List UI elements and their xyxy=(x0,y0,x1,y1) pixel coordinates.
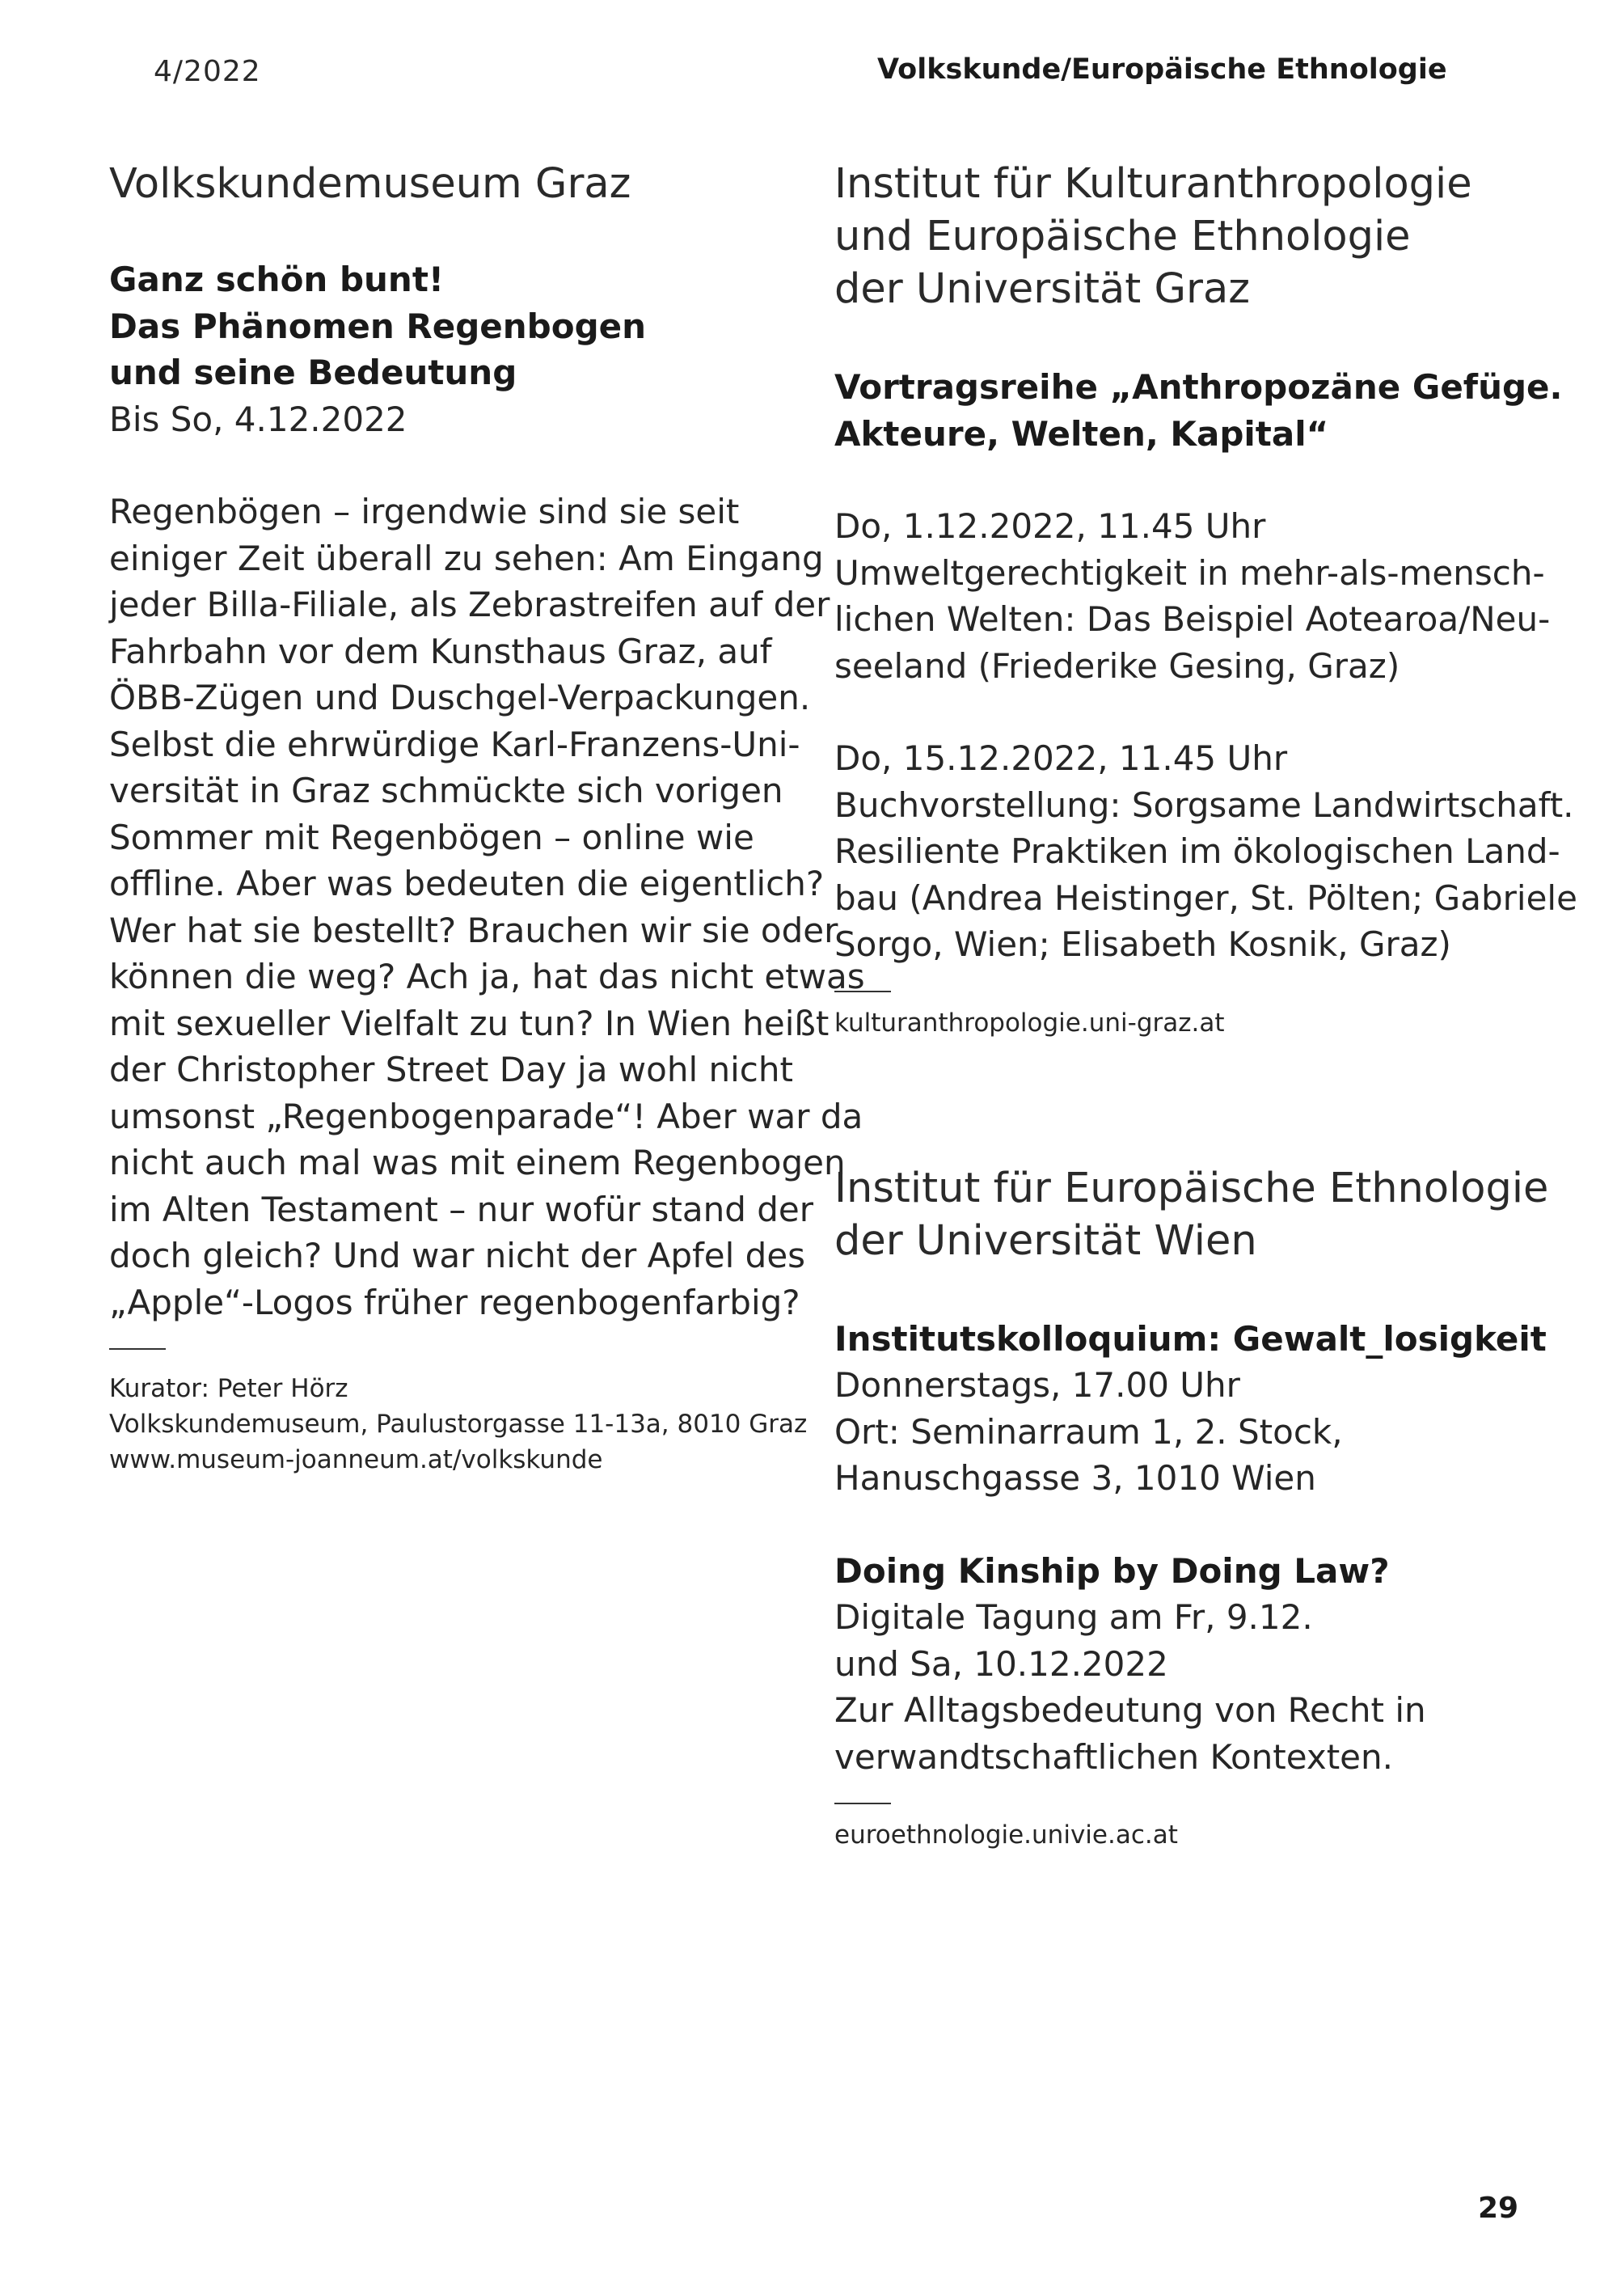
text-line: nicht auch mal was mit einem Regenbogen xyxy=(109,1143,846,1182)
event-date: Bis So, 4.12.2022 xyxy=(109,399,407,439)
text-line: Sommer mit Regenbögen – online wie xyxy=(109,817,754,857)
text-line: bau (Andrea Heistinger, St. Pölten; Gabriele xyxy=(834,877,1577,918)
text-line: Hanuschgasse 3, 1010 Wien xyxy=(834,1458,1316,1498)
issue-number: 4/2022 xyxy=(154,55,261,88)
divider xyxy=(109,1348,166,1350)
website-link[interactable]: www.museum-joanneum.at/volkskunde xyxy=(109,1445,603,1474)
text-line: offline. Aber was bedeuten die eigentlich? xyxy=(109,864,825,903)
address-line: Volkskundemuseum, Paulustorgasse 11-13a, 8010 Graz xyxy=(109,1410,808,1439)
text-line: versität in Graz schmückte sich vorigen xyxy=(109,771,783,810)
event-title xyxy=(109,256,796,396)
heading-line: der Universität Wien xyxy=(834,1216,1257,1265)
institution-heading-graz xyxy=(834,158,1546,315)
text-line: Regenbögen – irgendwie sind sie seit xyxy=(109,492,740,531)
series-title xyxy=(834,364,1563,457)
text-line: seeland (Friederike Gesing, Graz) xyxy=(834,645,1400,686)
text-line: Wer hat sie bestellt? Brauchen wir sie oder xyxy=(109,910,838,950)
text-line: „Apple“-Logos früher regenbogenfarbig? xyxy=(109,1282,800,1322)
text-line: jeder Billa-Filiale, als Zebrastreifen auf der xyxy=(109,585,830,624)
website-link-wien[interactable]: euroethnologie.univie.ac.at xyxy=(834,1820,1178,1850)
text-line: Fahrbahn vor dem Kunsthaus Graz, auf xyxy=(109,631,772,671)
conference-title: Doing Kinship by Doing Law? xyxy=(834,1550,1390,1591)
text-line: Sorgo, Wien; Elisabeth Kosnik, Graz) xyxy=(834,924,1451,964)
series-title-line: Vortragsreihe „Anthropozäne Gefüge. xyxy=(834,367,1563,407)
heading-line: Institut für Kulturanthropologie xyxy=(834,160,1472,208)
text-line: Zur Alltagsbedeutung von Recht in xyxy=(834,1690,1426,1730)
event-title-line: Ganz schön bunt! xyxy=(109,260,445,299)
text-line: Selbst die ehrwürdige Karl-Franzens-Uni- xyxy=(109,724,800,764)
event-title-line: Das Phänomen Regenbogen xyxy=(109,306,647,346)
heading-line: und Europäische Ethnologie xyxy=(834,213,1411,260)
text-line: Buchvorstellung: Sorgsame Landwirtschaft. xyxy=(834,784,1574,825)
text-line: Ort: Seminarraum 1, 2. Stock, xyxy=(834,1411,1343,1452)
heading-line: der Universität Graz xyxy=(834,265,1250,313)
exhibition-info xyxy=(109,1371,808,1478)
conference-details xyxy=(834,1594,1546,1780)
series-title-line: Akteure, Welten, Kapital“ xyxy=(834,413,1329,454)
website-link-graz[interactable]: kulturanthropologie.uni-graz.at xyxy=(834,1008,1225,1038)
text-line: Digitale Tagung am Fr, 9.12. xyxy=(834,1597,1313,1637)
divider xyxy=(834,991,891,992)
text-line: im Alten Testament – nur wofür stand der xyxy=(109,1189,814,1229)
text-line: Donnerstags, 17.00 Uhr xyxy=(834,1365,1240,1405)
text-line: und Sa, 10.12.2022 xyxy=(834,1643,1168,1684)
talk-2 xyxy=(834,735,1577,968)
section-title: Volkskunde/Europäische Ethnologie xyxy=(877,53,1447,86)
heading-line: Institut für Europäische Ethnologie xyxy=(834,1164,1549,1212)
left-column xyxy=(109,158,865,1478)
text-line: können die weg? Ach ja, hat das nicht etwas xyxy=(109,957,865,996)
talk-date: Do, 15.12.2022, 11.45 Uhr xyxy=(834,738,1288,778)
colloquium-title: Institutskolloquium: Gewalt_losigkeit xyxy=(834,1318,1547,1359)
text-line: einiger Zeit überall zu sehen: Am Eingang xyxy=(109,538,824,578)
text-line: Resiliente Praktiken im ökologischen Land- xyxy=(834,831,1560,871)
divider xyxy=(834,1803,891,1804)
institution-heading-wien xyxy=(834,1162,1549,1267)
text-line: ÖBB-Zügen und Duschgel-Verpackungen. xyxy=(109,678,811,717)
text-line: doch gleich? Und war nicht der Apfel des xyxy=(109,1236,806,1275)
right-column xyxy=(834,158,1577,1853)
text-line: umsonst „Regenbogenparade“! Aber war da xyxy=(109,1096,863,1136)
talk-date: Do, 1.12.2022, 11.45 Uhr xyxy=(834,506,1266,546)
colloquium-details xyxy=(834,1362,1546,1502)
event-title-line: und seine Bedeutung xyxy=(109,353,517,392)
event-description xyxy=(109,488,865,1326)
page-number: 29 xyxy=(1478,2192,1519,2225)
talk-1 xyxy=(834,503,1551,689)
text-line: Umweltgerechtigkeit in mehr-als-mensch- xyxy=(834,552,1545,593)
text-line: der Christopher Street Day ja wohl nicht xyxy=(109,1050,793,1089)
curator-line: Kurator: Peter Hörz xyxy=(109,1374,348,1403)
text-line: lichen Welten: Das Beispiel Aotearoa/Neu- xyxy=(834,599,1551,639)
institution-heading: Volkskundemuseum Graz xyxy=(109,160,631,208)
text-line: verwandtschaftlichen Kontexten. xyxy=(834,1736,1393,1777)
text-line: mit sexueller Vielfalt zu tun? In Wien heißt xyxy=(109,1003,830,1043)
